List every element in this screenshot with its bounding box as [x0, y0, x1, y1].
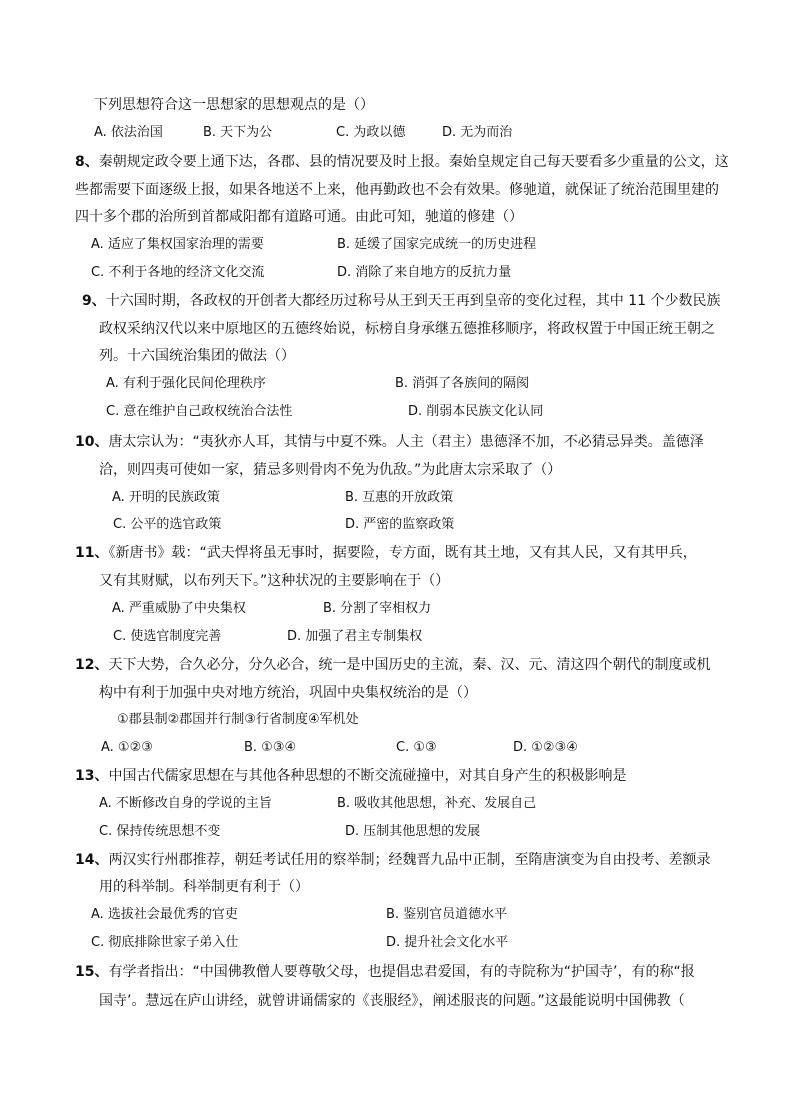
- q9-stem-line-1: 十六国时期，各政权的开创者大都经历过称号从王到天王再到皇帝的变化过程，其中 11 个少数民族: [105, 293, 721, 309]
- q12-stem-line-2: 构中有利于加强中央对地方统治，巩固中央集权统治的是（）: [99, 685, 477, 701]
- q14-option-d: D. 提升社会文化水平: [386, 935, 509, 950]
- q9-stem-line-2: 政权采纳汉代以来中原地区的五德终始说，标榜自身承继五德推移顺序，将政权置于中国正统王朝之: [99, 321, 715, 337]
- q14-stem-line-1: 两汉实行州郡推荐，朝廷考试任用的察举制；经魏晋九品中正制，至隋唐演变为自由投考、差额录: [108, 852, 711, 868]
- q7-stem-line: 下列思想符合这一思想家的思想观点的是（）: [94, 97, 374, 113]
- q9-number: 9、: [82, 293, 106, 309]
- q14-number: 14、: [75, 852, 109, 868]
- q11-stem-line-1: 《新唐书》载：“武夫悍将虽无事时，据要险，专方面，既有其土地，又有其人民，又有其甲兵，: [108, 545, 697, 561]
- q14-option-b: B. 鉴别官员道德水平: [386, 907, 508, 922]
- q9-question: [82, 292, 720, 310]
- q12-option-b: B. ①③④: [244, 740, 297, 755]
- q12-option-c: C. ①③: [396, 740, 437, 755]
- q13-option-c: C. 保持传统思想不变: [99, 824, 221, 839]
- q10-option-b: B. 互惠的开放政策: [345, 490, 454, 505]
- q15-number: 15、: [75, 964, 109, 980]
- q9-option-b: B. 消弭了各族间的隔阂: [395, 376, 530, 391]
- q10-stem-line-2: 洽，则四夷可使如一家，猜忌多则骨肉不免为仇敌。”为此唐太宗采取了（）: [99, 462, 562, 478]
- q14-option-a: A. 选拔社会最优秀的官吏: [91, 907, 238, 922]
- q12-number: 12、: [75, 657, 109, 673]
- q11-stem-line-2: 又有其财赋，以布列天下。”这种状况的主要影响在于（）: [99, 573, 450, 589]
- q14-question: [75, 851, 710, 869]
- q13-option-b: B. 吸收其他思想，补充、发展自己: [337, 796, 537, 811]
- q8-stem-line-3: 四十多个郡的治所到首都咸阳都有道路可通。由此可知，驰道的修建（）: [75, 209, 523, 225]
- q9-option-c: C. 意在维护自己政权统治合法性: [106, 404, 293, 419]
- q10-stem-line-1: 唐太宗认为：“夷狄亦人耳，其情与中夏不殊。人主（君主）患德泽不加，不必猜忌异类。盖德泽: [108, 434, 704, 450]
- q15-stem-line-2: 国寺’。慧远在庐山讲经，就曾讲诵儒家的《丧服经》，阐述服丧的问题。”这最能说明中国佛教（: [99, 993, 685, 1009]
- q8-option-c: C. 不利于各地的经济文化交流: [91, 265, 265, 280]
- q8-question: [75, 153, 729, 171]
- q12-stem-line-1: 天下大势，合久必分，分久必合，统一是中国历史的主流，秦、汉、元、清这四个朝代的制度或机: [108, 657, 711, 673]
- q11-option-d: D. 加强了君主专制集权: [287, 629, 423, 644]
- q11-option-b: B. 分割了宰相权力: [323, 601, 432, 616]
- q15-stem-line-1: 有学者指出：“中国佛教僧人要尊敬父母，也提倡忠君爱国，有的寺院称为“护国寺’，有的称“报: [108, 964, 695, 980]
- q8-option-a: A. 适应了集权国家治理的需要: [91, 237, 264, 252]
- q8-stem-line-2: 些都需要下面逐级上报，如果各地送不上来，他再勤政也不会有效果。修驰道，就保证了统治范围里建的: [75, 182, 719, 198]
- q10-number: 10、: [75, 434, 109, 450]
- q7-option-c: C. 为政以德: [336, 125, 406, 140]
- q10-option-a: A. 开明的民族政策: [112, 490, 220, 505]
- q7-option-a: A. 依法治国: [94, 125, 163, 140]
- q11-option-a: A. 严重威胁了中央集权: [112, 601, 246, 616]
- q10-option-c: C. 公平的选官政策: [113, 517, 222, 532]
- q9-stem-line-3: 列。十六国统治集团的做法（）: [99, 348, 295, 364]
- q14-option-c: C. 彻底排除世家子弟入仕: [91, 935, 239, 950]
- q12-question: [75, 656, 710, 674]
- q9-option-a: A. 有利于强化民间伦理秩序: [106, 376, 266, 391]
- q10-question: [75, 433, 704, 451]
- q7-option-d: D. 无为而治: [442, 125, 513, 140]
- q15-question: [75, 963, 695, 981]
- q12-item-list: ①郡县制②郡国并行制③行省制度④军机处: [117, 712, 359, 727]
- q11-number: 11、: [75, 545, 109, 561]
- q12-option-a: A. ①②③: [101, 740, 153, 755]
- q12-option-d: D. ①②③④: [513, 740, 578, 755]
- q14-stem-line-2: 用的科举制。科举制更有利于（）: [99, 879, 309, 895]
- q11-question: [75, 544, 697, 562]
- q13-option-d: D. 压制其他思想的发展: [345, 824, 481, 839]
- q8-number: 8、: [75, 154, 99, 170]
- q10-option-d: D. 严密的监察政策: [345, 517, 455, 532]
- q13-option-a: A. 不断修改自身的学说的主旨: [99, 796, 272, 811]
- q13-stem-line-1: 中国古代儒家思想在与其他各种思想的不断交流碰撞中，对其自身产生的积极影响是: [108, 768, 627, 784]
- q8-option-b: B. 延缓了国家完成统一的历史进程: [337, 237, 537, 252]
- q8-stem-line-1: 秦朝规定政令要上通下达，各郡、县的情况要及时上报。秦始皇规定自己每天要看多少重量的公文，这: [98, 154, 729, 170]
- q9-option-d: D. 削弱本民族文化认同: [408, 404, 544, 419]
- q13-question: [75, 767, 626, 785]
- q11-option-c: C. 使选官制度完善: [113, 629, 222, 644]
- q7-option-b: B. 天下为公: [203, 125, 273, 140]
- q13-number: 13、: [75, 768, 109, 784]
- q8-option-d: D. 消除了来自地方的反抗力量: [337, 265, 512, 280]
